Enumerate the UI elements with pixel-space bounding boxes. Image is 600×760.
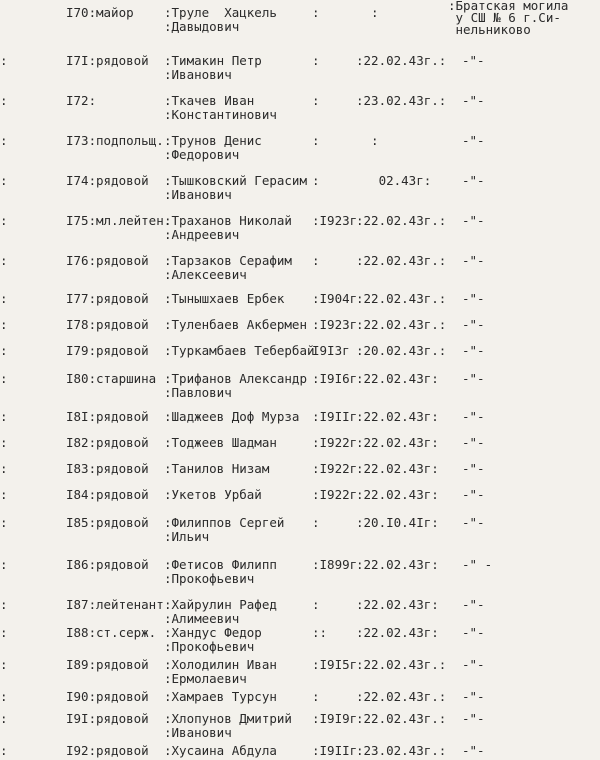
record-end-separator: : [0, 689, 8, 704]
record-death-date: :20.02.43г.: [356, 343, 447, 358]
record-patronymic: :Константинович [164, 107, 277, 122]
record-name: :Тоджеев Шадман [164, 435, 277, 450]
record-death-date: :22.02.43г.: [356, 711, 447, 726]
record-patronymic: :Иванович [164, 67, 232, 82]
record-death-date: :20.I0.4Iг: [356, 515, 439, 530]
record-end-separator: : [0, 487, 8, 502]
record-name: :Холодилин Иван [164, 657, 277, 672]
record-birth-year: :I9IIг [312, 743, 358, 758]
record-ditto-mark: -"- [462, 53, 485, 68]
record-rank: подпольщ. [96, 133, 164, 148]
record-rank: рядовой [96, 253, 149, 268]
record-death-date: :22.02.43г.: [356, 689, 447, 704]
record-birth-year: :I922г [312, 461, 358, 476]
record-rank: рядовой [96, 291, 149, 306]
record-number: I87: [66, 597, 97, 612]
record-number: I70: [66, 5, 97, 20]
record-birth-year: : [312, 5, 320, 20]
record-ditto-mark: -"- [462, 253, 485, 268]
record-number: I76: [66, 253, 97, 268]
record-death-date: 02.43г: [356, 173, 432, 188]
record-rank: майор [96, 5, 134, 20]
record-death-date: :22.02.43г.: [356, 291, 447, 306]
record-rank: рядовой [96, 53, 149, 68]
record-birth-year: : [312, 253, 320, 268]
record-number: I77: [66, 291, 97, 306]
record-name: :Туленбаев Акбермен [164, 317, 307, 332]
record-patronymic: :Прокофьевич [164, 571, 255, 586]
record-end-separator: : [0, 409, 8, 424]
record-ditto-mark: -"- [462, 133, 485, 148]
record-name: :Хусаина Абдула [164, 743, 277, 758]
record-death-date: :22.02.43г.: [356, 213, 447, 228]
record-ditto-mark: -"- [462, 711, 485, 726]
record-end-separator: : [0, 657, 8, 672]
record-name: :Тимакин Петр [164, 53, 262, 68]
record-ditto-mark: -"- [462, 625, 485, 640]
record-number: I73: [66, 133, 97, 148]
record-end-separator: : [0, 317, 8, 332]
record-ditto-mark: -"- [462, 435, 485, 450]
burial-place-note: :Братская могила у СШ № 6 г.Си- нельниково [448, 0, 569, 37]
record-number: I8I: [66, 409, 97, 424]
record-birth-year: I9I3г [312, 343, 350, 358]
record-name: :Труле Хацкель [164, 5, 277, 20]
record-rank: рядовой [96, 487, 149, 502]
record-number: I89: [66, 657, 97, 672]
record-ditto-mark: -"- [462, 689, 485, 704]
record-name: :Траханов Николай [164, 213, 292, 228]
record-patronymic: :Ильич [164, 529, 210, 544]
record-patronymic: :Иванович [164, 725, 232, 740]
record-rank: рядовой [96, 743, 149, 758]
record-name: :Тышковский Герасим [164, 173, 307, 188]
record-rank: рядовой [96, 343, 149, 358]
record-patronymic: :Алексеевич [164, 267, 247, 282]
record-birth-year: :I9I6г [312, 371, 358, 386]
record-number: I84: [66, 487, 97, 502]
record-rank: рядовой [96, 689, 149, 704]
record-number: I86: [66, 557, 97, 572]
record-number: I79: [66, 343, 97, 358]
record-rank: лейтенант [96, 597, 164, 612]
record-number: I83: [66, 461, 97, 476]
record-rank: рядовой [96, 515, 149, 530]
record-rank: рядовой [96, 317, 149, 332]
record-birth-year: :I904г [312, 291, 358, 306]
record-end-separator: : [0, 435, 8, 450]
record-name: :Хлопунов Дмитрий [164, 711, 292, 726]
record-end-separator: : [0, 461, 8, 476]
record-birth-year: : [312, 133, 320, 148]
record-patronymic: :Павлович [164, 385, 232, 400]
record-end-separator: : [0, 743, 8, 758]
record-death-date: :22.02.43г: [356, 487, 439, 502]
record-rank: рядовой [96, 711, 149, 726]
record-ditto-mark: -"- [462, 487, 485, 502]
record-ditto-mark: -"- [462, 213, 485, 228]
record-name: :Шаджеев Доф Мурза [164, 409, 300, 424]
record-rank: рядовой [96, 557, 149, 572]
record-patronymic: :Прокофьевич [164, 639, 255, 654]
record-birth-year: : [312, 53, 320, 68]
record-rank: рядовой [96, 657, 149, 672]
record-birth-year: :I923г [312, 317, 358, 332]
record-name: :Туркамбаев Тебербай [164, 343, 315, 358]
record-number: I72: [66, 93, 97, 108]
record-rank: ст.серж. [96, 625, 157, 640]
record-name: :Тарзаков Серафим [164, 253, 292, 268]
record-patronymic: :Федорович [164, 147, 240, 162]
record-rank: рядовой [96, 409, 149, 424]
record-number: I90: [66, 689, 97, 704]
record-birth-year: :I922г [312, 487, 358, 502]
record-number: I74: [66, 173, 97, 188]
record-ditto-mark: -"- [462, 93, 485, 108]
record-patronymic: :Давыдович [164, 19, 240, 34]
record-ditto-mark: -"- [462, 409, 485, 424]
record-ditto-mark: -"- [462, 173, 485, 188]
record-end-separator: : [0, 53, 8, 68]
record-end-separator: : [0, 711, 8, 726]
record-patronymic: :Ермолаевич [164, 671, 247, 686]
record-ditto-mark: -"- [462, 743, 485, 758]
record-birth-year: : [312, 515, 320, 530]
record-birth-year: :: [312, 625, 328, 640]
record-ditto-mark: -"- [462, 597, 485, 612]
record-end-separator: : [0, 93, 8, 108]
record-number: I75: [66, 213, 97, 228]
record-birth-year: :I899г [312, 557, 358, 572]
record-end-separator: : [0, 625, 8, 640]
record-patronymic: :Иванович [164, 187, 232, 202]
record-number: I7I: [66, 53, 97, 68]
record-end-separator: : [0, 291, 8, 306]
record-birth-year: : [312, 689, 320, 704]
record-death-date: :22.02.43г: [356, 557, 439, 572]
record-number: I82: [66, 435, 97, 450]
record-birth-year: : [312, 173, 320, 188]
record-birth-year: :I9IIг [312, 409, 358, 424]
record-ditto-mark: -"- [462, 515, 485, 530]
record-ditto-mark: -"- [462, 343, 485, 358]
record-death-date: :22.02.43г: [356, 597, 439, 612]
record-ditto-mark: -"- [462, 371, 485, 386]
record-birth-year: :I9I5г [312, 657, 358, 672]
record-ditto-mark: -"- [462, 317, 485, 332]
record-name: :Тынышхаев Ербек [164, 291, 285, 306]
record-number: I92: [66, 743, 97, 758]
record-death-date: :22.02.43г: [356, 435, 439, 450]
record-ditto-mark: -"- [462, 461, 485, 476]
record-end-separator: : [0, 213, 8, 228]
record-ditto-mark: -"- [462, 291, 485, 306]
record-birth-year: :I9I9г [312, 711, 358, 726]
record-end-separator: : [0, 557, 8, 572]
record-death-date: :22.02.43г: [356, 461, 439, 476]
record-death-date: :22.02.43г.: [356, 317, 447, 332]
record-death-date: :22.02.43г.: [356, 657, 447, 672]
record-number: I9I: [66, 711, 97, 726]
record-end-separator: : [0, 515, 8, 530]
record-death-date: :22.02.43г.: [356, 253, 447, 268]
record-death-date: : [356, 5, 379, 20]
record-birth-year: :I922г [312, 435, 358, 450]
record-patronymic: :Алимеевич [164, 611, 240, 626]
record-death-date: : [356, 133, 379, 148]
record-ditto-mark: -"- [462, 657, 485, 672]
record-end-separator: : [0, 371, 8, 386]
record-name: :Фетисов Филипп [164, 557, 277, 572]
record-rank: рядовой [96, 173, 149, 188]
record-death-date: :22.02.43г.: [356, 53, 447, 68]
record-end-separator: : [0, 253, 8, 268]
record-name: :Ткачев Иван [164, 93, 255, 108]
record-birth-year: :I923г [312, 213, 358, 228]
record-number: I88: [66, 625, 97, 640]
record-name: :Филиппов Сергей [164, 515, 285, 530]
record-rank: мл.лейтен. [96, 213, 172, 228]
record-birth-year: : [312, 93, 320, 108]
record-patronymic: :Андреевич [164, 227, 240, 242]
record-death-date: :23.02.43г.: [356, 743, 447, 758]
record-name: :Трифанов Александр [164, 371, 307, 386]
record-rank: рядовой [96, 435, 149, 450]
record-number: I78: [66, 317, 97, 332]
record-birth-year: : [312, 597, 320, 612]
record-name: :Укетов Урбай [164, 487, 262, 502]
record-number: I85: [66, 515, 97, 530]
record-name: :Хайрулин Рафед [164, 597, 277, 612]
record-death-date: :22.02.43г: [356, 371, 439, 386]
record-rank: рядовой [96, 461, 149, 476]
record-death-date: :23.02.43г.: [356, 93, 447, 108]
record-name: :Танилов Низам [164, 461, 270, 476]
record-end-separator: : [0, 173, 8, 188]
record-rank: старшина [96, 371, 157, 386]
record-name: :Хамраев Турсун [164, 689, 277, 704]
record-number: I80: [66, 371, 97, 386]
record-ditto-mark: -" - [462, 557, 493, 572]
record-death-date: :22.02.43г: [356, 409, 439, 424]
record-end-separator: : [0, 343, 8, 358]
record-end-separator: : [0, 133, 8, 148]
record-death-date: :22.02.43г: [356, 625, 439, 640]
record-name: :Хандус Федор [164, 625, 262, 640]
record-name: :Трунов Денис [164, 133, 262, 148]
record-end-separator: : [0, 597, 8, 612]
